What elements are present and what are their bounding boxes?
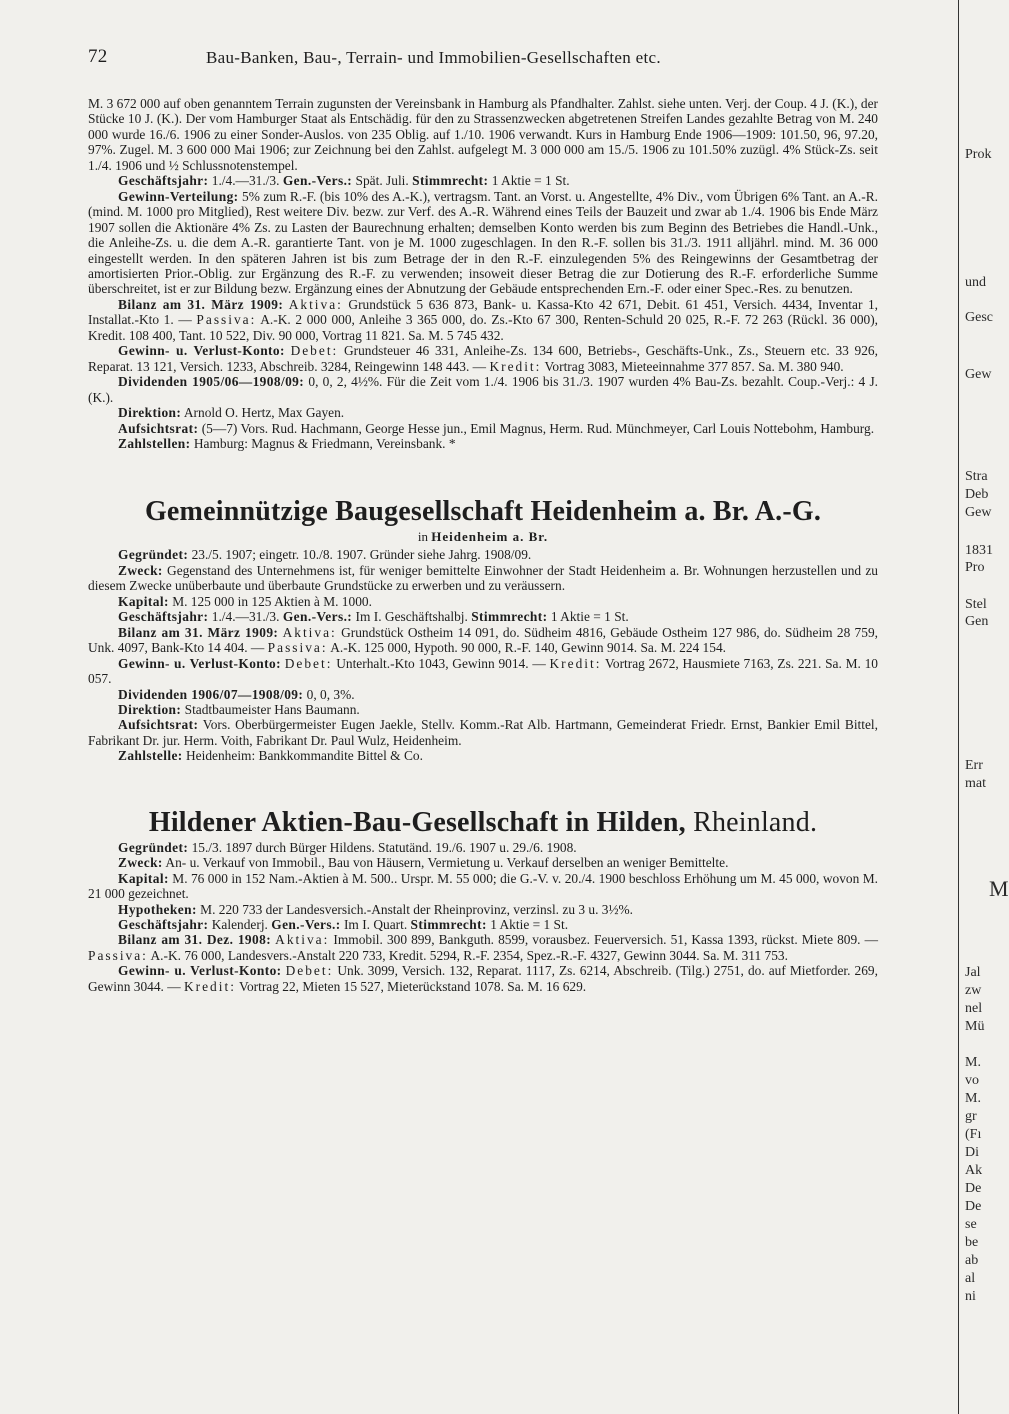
business-year-label: Geschäftsjahr: [118, 173, 209, 189]
paying-agent-text: Heidenheim: Bankkommandite Bittel & Co. [186, 748, 423, 764]
assets-label: Aktiva: [282, 624, 337, 640]
purpose-text: An- u. Verkauf von Immobil., Bau von Häusern, Vermietung u. Verkauf derselben an weniger Bemittelte. [165, 855, 729, 871]
business-year-label: Geschäftsjahr: [118, 917, 209, 933]
continued-entry [88, 96, 878, 451]
capital [88, 594, 878, 609]
neighbor-fragment: (Fı [965, 1127, 982, 1142]
balance-sheet-label: Bilanz am 31. März 1909: [118, 296, 284, 312]
liabilities-label: Passiva: [196, 312, 257, 328]
neighbor-fragment: De [965, 1199, 982, 1214]
general-meeting-label: Gen.-Vers.: [271, 917, 341, 933]
debit-label: Debet: [284, 655, 333, 671]
profit-loss-account [88, 963, 878, 994]
mortgages-label: Hypotheken: [118, 901, 197, 917]
neighbor-fragment: nel [965, 1001, 983, 1016]
liabilities-label: Passiva: [88, 947, 148, 963]
supervisory-board [88, 717, 878, 748]
paying-agents [88, 436, 878, 451]
neighbor-fragment: Pro [965, 560, 985, 575]
supervisory-board-text: (5—7) Vors. Rud. Hachmann, George Hesse jun., Emil Magnus, Herm. Rud. Münchmeyer, Carl Louis Nottebohm, Hamburg. [201, 420, 875, 436]
credit-text: Vortrag 3083, Mieteeinnahme 377 857. Sa. M. 380 940. [544, 358, 844, 374]
business-year-line [88, 917, 878, 932]
management [88, 405, 878, 420]
management-text: Arnold O. Hertz, Max Gayen. [183, 405, 345, 421]
management-label: Direktion: [118, 405, 182, 421]
neighbor-fragment: Stra [965, 469, 988, 484]
liabilities-text: A.-K. 125 000, Hypoth. 90 000, R.-F. 140, Gewinn 9014. Sa. M. 224 154. [330, 640, 726, 656]
general-meeting-label: Gen.-Vers.: [282, 173, 353, 189]
profit-loss-label: Gewinn- u. Verlust-Konto: [118, 963, 282, 979]
neighbor-fragment: Deb [965, 487, 989, 502]
paying-agent [88, 748, 878, 763]
credit-label: Kredit: [183, 978, 236, 994]
neighbor-fragment: Gen [965, 614, 989, 629]
balance-sheet [88, 297, 878, 343]
dividends-text: 0, 0, 3%. [306, 686, 355, 702]
voting-right-text: 1 Aktie = 1 St. [491, 173, 570, 189]
company-entry-hilden [88, 806, 878, 995]
neighbor-fragment: Err [965, 758, 983, 773]
profit-loss-account [88, 656, 878, 687]
company-title: Gemeinnützige Baugesellschaft Heidenheim a. Br. A.-G. [144, 496, 822, 528]
debit-text: Unk. 3099, Versich. 132, Reparat. 1117, Zs. 6214, Abschreib. (Tilg.) 2751, do. auf Mietforder. 269, Gewinn 3044. — [88, 963, 878, 994]
neighbor-fragment: ni [965, 1289, 976, 1304]
assets-text: Grundstück Ostheim 14 091, do. Südheim 4816, Gebäude Ostheim 127 986, do. Südheim 28 759, Unk. 4097, Bank-Kto 14 404. — [88, 624, 878, 656]
voting-right-label: Stimmrecht: [412, 173, 489, 189]
neighbor-fragment: Gew [965, 505, 992, 520]
neighbor-fragment: 1831 [965, 543, 993, 558]
paying-agent-label: Zahlstelle: [118, 748, 183, 764]
voting-right-label: Stimmrecht: [471, 609, 548, 625]
company-entry-heidenheim [88, 495, 878, 763]
business-year-line [88, 173, 878, 188]
business-year-line [88, 609, 878, 624]
supervisory-board-label: Aufsichtsrat: [118, 717, 199, 733]
dividends-label: Dividenden 1905/06—1908/09: [118, 374, 305, 390]
balance-sheet [88, 932, 878, 963]
neighbor-fragment: vo [965, 1073, 979, 1088]
neighbor-fragment: al [965, 1271, 976, 1286]
mortgages [88, 902, 878, 917]
supervisory-board-label: Aufsichtsrat: [118, 420, 199, 436]
profit-distribution [88, 189, 878, 297]
capital-text: M. 125 000 in 125 Aktien à M. 1000. [172, 593, 372, 609]
neighbor-fragment: Jal [965, 965, 981, 980]
debit-label: Debet: [290, 343, 339, 359]
capital-text: M. 76 000 in 152 Nam.-Aktien à M. 500.. Urspr. M. 55 000; die G.-V. v. 20./4. 1900 beschloss Erhöhung um M. 45 000, wovon M. 21 000 gezeichnet. [88, 870, 878, 902]
neighbor-fragment: Ak [965, 1163, 983, 1178]
neighbor-fragment: se [965, 1217, 977, 1232]
business-year-text: 1./4.—31./3. [211, 173, 280, 189]
general-meeting-label: Gen.-Vers.: [282, 609, 353, 625]
purpose [88, 563, 878, 594]
mortgages-text: M. 220 733 der Landesversich.-Anstalt der Rheinprovinz, verzinsl. zu 3 u. 3½%. [200, 901, 634, 917]
founded-text: 15./3. 1897 durch Bürger Hildens. Statutänd. 19./6. 1907 u. 29./6. 1908. [191, 839, 577, 855]
purpose-label: Zweck: [118, 855, 163, 871]
profit-loss-label: Gewinn- u. Verlust-Konto: [118, 343, 285, 359]
neighbor-fragment: M. [965, 1055, 981, 1070]
dividends [88, 374, 878, 405]
neighbor-fragment: ab [965, 1253, 979, 1268]
profit-distribution-label: Gewinn-Verteilung: [118, 188, 239, 204]
credit-text: Vortrag 2672, Hausmiete 7163, Zs. 221. Sa. M. 10 057. [88, 655, 878, 687]
credit-text: Vortrag 22, Mieten 15 527, Mieterückstand 1078. Sa. M. 16 629. [239, 978, 587, 994]
liabilities-text: A.-K. 2 000 000, Anleihe 3 365 000, do. Zs.-Kto 67 300, Renten-Schuld 20 025, R.-F. 72 263 (Rückl. 36 000), Kredit. 108 400, Tant. 10 522, Div. 90 000, Vortrag 11 821. Sa. M. 5 745 432. [88, 312, 879, 343]
balance-sheet [88, 625, 878, 656]
liabilities-text: A.-K. 76 000, Landesvers.-Anstalt 220 733, Kredit. 5294, R.-F. 2354, Spez.-R.-F. 4327, Gewinn 3044. Sa. M. 311 753. [150, 947, 788, 963]
voting-right-text: 1 Aktie = 1 St. [550, 609, 629, 625]
supervisory-board [88, 421, 878, 436]
neighbor-fragment: M. [965, 1091, 981, 1106]
assets-text: Grundstück 5 636 873, Bank- u. Kassa-Kto 42 671, Debit. 61 451, Versich. 4434, Inventar 1, Installat.-Kto 1. — [88, 296, 878, 328]
liabilities-label: Passiva: [267, 640, 328, 656]
neighbor-fragment: Gew [965, 367, 992, 382]
founded-label: Gegründet: [118, 547, 189, 563]
management-label: Direktion: [118, 701, 182, 717]
general-meeting-text: Im I. Geschäftshalbj. [355, 609, 468, 625]
neighbor-fragment: Mü [965, 1019, 985, 1034]
assets-label: Aktiva: [288, 296, 343, 312]
neighbor-fragment: und [965, 275, 986, 290]
purpose-text: Gegenstand des Unternehmens ist, für weniger bemittelte Einwohner der Stadt Heidenheim a. Br. Wohnungen herzustellen und zu diesem Zwecke unüberbaute und überbaute Grundstücke zu erwerben und zu veräussern. [88, 562, 878, 594]
page-header [88, 44, 788, 74]
business-year-text: 1./4.—31./3. [211, 609, 280, 625]
company-subtitle-place: Heidenheim a. Br. [431, 529, 549, 545]
company-subtitle-prefix: in [417, 529, 428, 545]
capital-label: Kapital: [118, 870, 169, 886]
neighbor-fragment: be [965, 1235, 979, 1250]
general-meeting-text: Spät. Juli. [355, 173, 409, 189]
founded [88, 840, 878, 855]
profit-distribution-text: 5% zum R.-F. (bis 10% des A.-K.), vertragsm. Tant. an Vorst. u. Angestellte, 4% Div., vom Übrigen 6% Tant. an A.-R. (mind. M. 1000 pro Mitglied), Rest weitere Div. bezw. zur Verf. des A.-R. Während eines Teils der Bauzeit und zwar ab 1./4. 1906 bis Ende März 1907 sollen die Aktionäre 4% Zs. zu Lasten der Baurechnung erhalten; demselben Konto werden bis zum Beginn des Betriebes die Handl.-Unk., die Anleihe-Zs. u. die dem A.-R. garantierte Tant. von je M. 1000 zugeschlagen. In den R.-F. sollen bis 31./3. 1911 alljährl. mind. M. 36 000 eingestellt werden. In den späteren Jahren ist bis zum Betrage der in den R.-F. einzulegenden 5% des Reingewinns der Gesamtbetrag der amortisierten Prior.-Oblig. zur Ergänzung des R.-F. zu verwenden; insoweit dieser Betrag die zur Dotierung des R.-F. erforderliche Summe überschreitet, ist er zur Bildung bezw. Ergänzung eines der Abnutzung der Gebäude entsprechenden Ern.-F. oder einer Spec.-Res. zu benutzen. [88, 188, 878, 297]
credit-label: Kredit: [549, 655, 602, 671]
page-content [88, 96, 878, 994]
neighbor-fragment: M [989, 876, 1009, 901]
debit-label: Debet: [285, 963, 334, 979]
purpose [88, 855, 878, 870]
debit-text: Unterhalt.-Kto 1043, Gewinn 9014. — [336, 655, 546, 671]
voting-right-text: 1 Aktie = 1 St. [490, 917, 569, 933]
business-year-text: Kalenderj. [211, 917, 268, 933]
founded [88, 547, 878, 562]
neighbor-page-strip [958, 0, 1009, 1414]
capital [88, 871, 878, 902]
neighbor-fragment: Gesc [965, 310, 993, 325]
running-head: Bau-Banken, Bau-, Terrain- und Immobilien-Gesellschaften etc. [206, 48, 661, 67]
founded-text: 23./5. 1907; eingetr. 10./8. 1907. Gründer siehe Jahrg. 1908/09. [191, 547, 532, 563]
general-meeting-text: Im I. Quart. [343, 917, 408, 933]
purpose-label: Zweck: [118, 562, 163, 578]
balance-sheet-label: Bilanz am 31. März 1909: [118, 624, 279, 640]
company-title [88, 806, 878, 840]
assets-text: Immobil. 300 899, Bankguth. 8599, vorausbez. Feuerversich. 51, Kassa 1393, rückst. Miete 809. — [333, 932, 878, 948]
company-title-region: Rheinland. [693, 806, 818, 838]
management [88, 702, 878, 717]
continued-intro-text: M. 3 672 000 auf oben genanntem Terrain zugunsten der Vereinsbank in Hamburg als Pfandhalter. Zahlst. siehe unten. Verj. der Coup. 4 J. (K.), der Stücke 10 J. (K.). Der vom Hamburger Staat als Entschädig. für den zu Strassenzwecken abgetretenen Streifen Landes gezahlte Betrag von M. 240 000 wurde 16./6. 1906 zu einer Sonder-Auslos. von 235 Oblig. auf 1./10. 1906 verwandt. Kurs in Hamburg Ende 1906—1909: 101.50, 96, 97.20, 97%. Zugel. M. 3 600 000 Mai 1906; zur Zeichnung bei den Zahlst. aufgelegt M. 3 000 000 am 15./5. 1906 zu 101.50% zuzügl. 4% Stück-Zs. seit 1./4. 1906 und ½ Schlussnotenstempel. [88, 96, 878, 173]
dividends-label: Dividenden 1906/07—1908/09: [118, 686, 304, 702]
continued-intro [88, 96, 878, 173]
supervisory-board-text: Vors. Oberbürgermeister Eugen Jaekle, Stellv. Komm.-Rat Alb. Hartmann, Gemeinderat Friedr. Ernst, Bankier Emil Bittel, Fabrikant Dr. jur. Herm. Voith, Fabrikant Dr. Paul Wulz, Heidenheim. [88, 717, 879, 748]
profit-loss-label: Gewinn- u. Verlust-Konto: [118, 655, 281, 671]
founded-label: Gegründet: [118, 839, 189, 855]
neighbor-fragment: zw [965, 983, 982, 998]
voting-right-label: Stimmrecht: [410, 917, 487, 933]
company-title-main: Hildener Aktien-Bau-Gesellschaft in Hilden, [148, 806, 686, 838]
capital-label: Kapital: [118, 593, 169, 609]
assets-label: Aktiva: [275, 932, 330, 948]
balance-sheet-label: Bilanz am 31. Dez. 1908: [118, 932, 272, 948]
credit-label: Kredit: [489, 358, 542, 374]
paying-agents-label: Zahlstellen: [118, 435, 191, 451]
neighbor-fragment: Di [965, 1145, 979, 1160]
debit-text: Grundsteuer 46 331, Anleihe-Zs. 134 600, Betriebs-, Geschäfts-Unk., Zs., Steuern etc. 33 926, Reparat. 13 121, Versich. 1233, Abschreib. 3284, Reingewinn 148 443. — [88, 343, 878, 374]
dividends [88, 687, 878, 702]
neighbor-fragment: De [965, 1181, 982, 1196]
neighbor-fragment: Prok [965, 147, 992, 162]
neighbor-fragment: gr [965, 1109, 977, 1124]
neighbor-fragment: Stel [965, 597, 987, 612]
profit-loss-account [88, 343, 878, 374]
page-number: 72 [88, 46, 108, 67]
dividends-text: 0, 0, 2, 4½%. Für die Zeit vom 1./4. 1906 bis 31./3. 1907 wurden 4% Bau-Zs. bezahlt. Coup.-Verj.: 4 J. (K.). [88, 374, 879, 405]
neighbor-fragment: mat [965, 776, 986, 791]
paying-agents-text: Hamburg: Magnus & Friedmann, Vereinsbank. * [193, 435, 456, 451]
company-subtitle [88, 529, 878, 545]
business-year-label: Geschäftsjahr: [118, 609, 209, 625]
management-text: Stadtbaumeister Hans Baumann. [184, 701, 360, 717]
